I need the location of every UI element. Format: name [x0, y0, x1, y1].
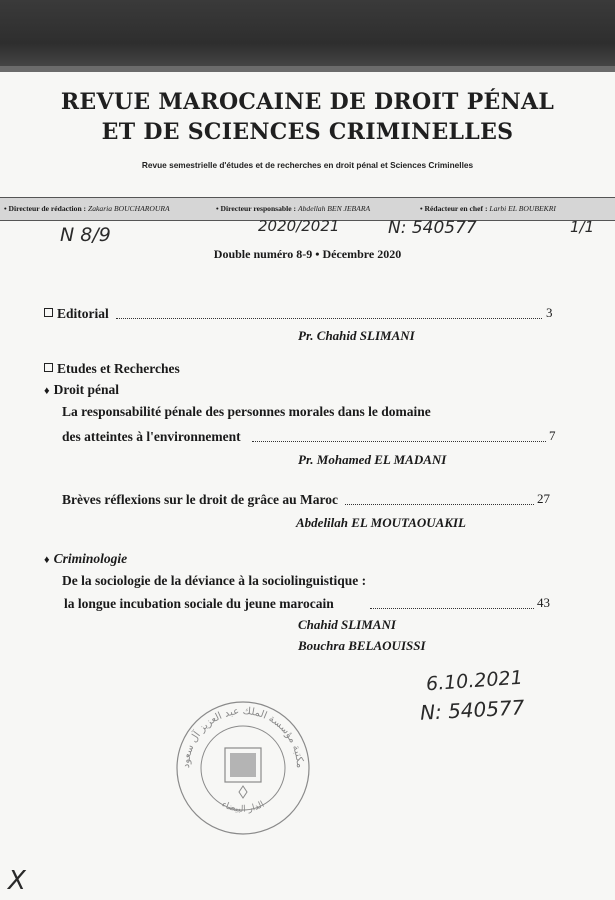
- toc-editorial: Editorial: [44, 306, 109, 322]
- staff-chief: • Rédacteur en chef : Larbi EL BOUBEKRI: [420, 204, 556, 213]
- article2-title: Brèves réflexions sur le droit de grâce au Maroc: [62, 492, 338, 507]
- handwritten-ref-note: N: 540577: [388, 218, 477, 238]
- article1-title-line1: La responsabilité pénale des personnes morales dans le domaine: [62, 404, 431, 419]
- article1-title-line2: des atteintes à l'environnement: [62, 429, 241, 444]
- diamond-bullet-icon: ♦: [44, 554, 50, 566]
- author: Pr. Chahid SLIMANI: [298, 328, 415, 343]
- dot-leader: [345, 504, 534, 505]
- article3-title-line2: la longue incubation sociale du jeune marocain: [64, 596, 334, 611]
- page-number: 43: [537, 595, 550, 610]
- staff-responsible: • Directeur responsable : Abdellah BEN JEBARA: [216, 204, 371, 213]
- handwritten-received-ref: N: 540577: [419, 695, 525, 725]
- stamp-text: مكتبة مؤسسة الملك عبد العزيز آل سعود: [180, 705, 306, 769]
- library-stamp: [175, 700, 311, 836]
- dot-leader: [370, 608, 534, 609]
- handwritten-corner-note: 1/1: [570, 218, 595, 236]
- page-number: 27: [537, 491, 550, 506]
- journal-subtitle: Revue semestrielle d'études et de recherches en droit pénal et Sciences Criminelles: [141, 160, 474, 170]
- diamond-bullet-icon: ♦: [44, 385, 50, 397]
- stamp-city: الدار البيضاء: [219, 799, 267, 815]
- toc-section-heading: Etudes et Recherches: [44, 361, 180, 377]
- author: Bouchra BELAOUISSI: [298, 638, 426, 653]
- article3-title-line1: De la sociologie de la déviance à la sociolinguistique :: [62, 573, 367, 588]
- top-dark-band: [0, 0, 615, 72]
- handwritten-issue-note: N 8/9: [60, 224, 111, 246]
- checkbox-icon: [44, 308, 53, 317]
- author: Chahid SLIMANI: [298, 617, 396, 632]
- handwritten-received-date: 6.10.2021: [425, 666, 524, 696]
- page-number: 3: [546, 305, 553, 320]
- author: Abdelilah EL MOUTAOUAKIL: [296, 515, 466, 530]
- page-number: 7: [549, 428, 556, 443]
- checkbox-icon: [44, 363, 53, 372]
- journal-title-line1: REVUE MAROCAINE DE DROIT PÉNAL: [60, 89, 555, 115]
- handwritten-date-note: 2020/2021: [258, 217, 340, 235]
- stamp-emblem-icon: [225, 748, 261, 798]
- journal-title-line2: ET DE SCIENCES CRIMINELLES: [101, 119, 514, 145]
- dot-leader: [252, 441, 546, 442]
- handwritten-x-mark: X: [8, 866, 26, 896]
- toc-subsection-droit-penal: ♦ Droit pénal: [44, 382, 120, 397]
- svg-text:الدار البيضاء: [220, 800, 266, 815]
- dot-leader: [116, 318, 542, 319]
- staff-director: • Directeur de rédaction : Zakaria BOUCHAROURA: [4, 204, 170, 213]
- author: Pr. Mohamed EL MADANI: [298, 452, 447, 467]
- toc-subsection-criminologie: ♦ Criminologie: [44, 551, 128, 566]
- issue-line: Double numéro 8-9 • Décembre 2020: [213, 247, 402, 261]
